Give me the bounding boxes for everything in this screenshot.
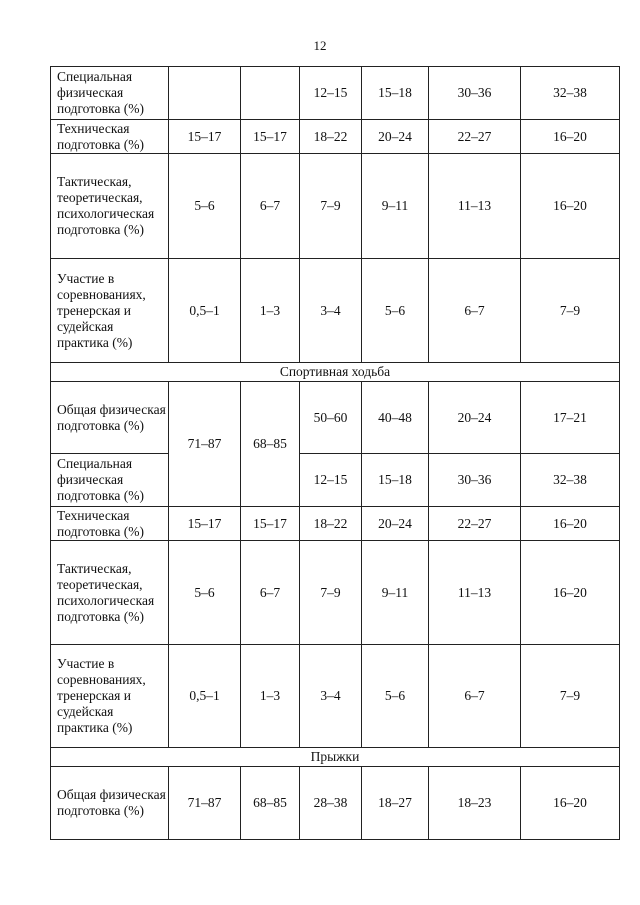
table-cell: 9–11 xyxy=(362,154,429,259)
row-label: Тактическая, теоретическая, психологическая подготовка (%) xyxy=(51,541,169,645)
row-label: Участие в соревнованиях, тренерская и судейская практика (%) xyxy=(51,645,169,748)
table-cell: 6–7 xyxy=(429,259,521,363)
table-cell: 12–15 xyxy=(300,67,362,120)
table-cell: 7–9 xyxy=(300,154,362,259)
table-cell: 50–60 xyxy=(300,382,362,454)
table-cell: 20–24 xyxy=(362,120,429,154)
merged-cell: 68–85 xyxy=(241,382,300,507)
table-cell: 6–7 xyxy=(241,541,300,645)
training-ratio-table xyxy=(50,66,620,840)
page-number: 12 xyxy=(313,38,327,53)
table-cell: 5–6 xyxy=(169,154,241,259)
row-label: Тактическая, теоретическая, психологическая подготовка (%) xyxy=(51,154,169,259)
table-cell: 3–4 xyxy=(300,645,362,748)
table-row xyxy=(51,259,620,363)
table-cell: 0,5–1 xyxy=(169,259,241,363)
row-label: Техническая подготовка (%) xyxy=(51,120,169,154)
table-cell: 30–36 xyxy=(429,454,521,507)
table-cell: 28–38 xyxy=(300,767,362,840)
table-cell: 15–17 xyxy=(169,507,241,541)
table-cell: 16–20 xyxy=(521,767,620,840)
table-cell: 22–27 xyxy=(429,120,521,154)
table-cell: 20–24 xyxy=(429,382,521,454)
table-cell xyxy=(241,67,300,120)
table-row xyxy=(51,120,620,154)
table-cell: 16–20 xyxy=(521,507,620,541)
table-cell: 7–9 xyxy=(300,541,362,645)
table-row xyxy=(51,767,620,840)
table-cell: 17–21 xyxy=(521,382,620,454)
table-cell: 15–17 xyxy=(241,507,300,541)
table-cell: 68–85 xyxy=(241,767,300,840)
table-cell: 71–87 xyxy=(169,767,241,840)
table-cell: 5–6 xyxy=(169,541,241,645)
table-cell: 12–15 xyxy=(300,454,362,507)
section-title: Прыжки xyxy=(51,748,620,767)
table-cell: 1–3 xyxy=(241,645,300,748)
table-cell: 15–18 xyxy=(362,67,429,120)
table-cell: 40–48 xyxy=(362,382,429,454)
table-cell: 5–6 xyxy=(362,259,429,363)
merged-cell: 71–87 xyxy=(169,382,241,507)
table-cell: 18–23 xyxy=(429,767,521,840)
row-label: Общая физическая подготовка (%) xyxy=(51,767,169,840)
table-cell: 15–17 xyxy=(241,120,300,154)
table-cell: 20–24 xyxy=(362,507,429,541)
table-row xyxy=(51,382,620,454)
table-cell: 18–22 xyxy=(300,120,362,154)
table-cell: 16–20 xyxy=(521,154,620,259)
row-label: Участие в соревнованиях, тренерская и судейская практика (%) xyxy=(51,259,169,363)
table-cell: 11–13 xyxy=(429,541,521,645)
table-row xyxy=(51,154,620,259)
table-row xyxy=(51,454,620,507)
row-label: Специальная физическая подготовка (%) xyxy=(51,67,169,120)
table-cell: 11–13 xyxy=(429,154,521,259)
table-cell: 16–20 xyxy=(521,120,620,154)
table-cell: 3–4 xyxy=(300,259,362,363)
table-cell: 9–11 xyxy=(362,541,429,645)
section-title: Спортивная ходьба xyxy=(51,363,620,382)
row-label: Техническая подготовка (%) xyxy=(51,507,169,541)
section-header-row xyxy=(51,363,620,382)
table-row xyxy=(51,507,620,541)
table-cell: 15–17 xyxy=(169,120,241,154)
table-row xyxy=(51,541,620,645)
table-row xyxy=(51,645,620,748)
table-cell: 32–38 xyxy=(521,67,620,120)
table-cell xyxy=(169,67,241,120)
table-row xyxy=(51,67,620,120)
table-cell: 32–38 xyxy=(521,454,620,507)
table-cell: 18–27 xyxy=(362,767,429,840)
table-cell: 7–9 xyxy=(521,645,620,748)
table-cell: 6–7 xyxy=(429,645,521,748)
row-label: Специальная физическая подготовка (%) xyxy=(51,454,169,507)
row-label: Общая физическая подготовка (%) xyxy=(51,382,169,454)
table-cell: 30–36 xyxy=(429,67,521,120)
table-cell: 1–3 xyxy=(241,259,300,363)
table-cell: 16–20 xyxy=(521,541,620,645)
table-cell: 7–9 xyxy=(521,259,620,363)
table-cell: 22–27 xyxy=(429,507,521,541)
table-cell: 5–6 xyxy=(362,645,429,748)
table-cell: 6–7 xyxy=(241,154,300,259)
table-cell: 18–22 xyxy=(300,507,362,541)
table-cell: 15–18 xyxy=(362,454,429,507)
table-cell: 0,5–1 xyxy=(169,645,241,748)
section-header-row xyxy=(51,748,620,767)
